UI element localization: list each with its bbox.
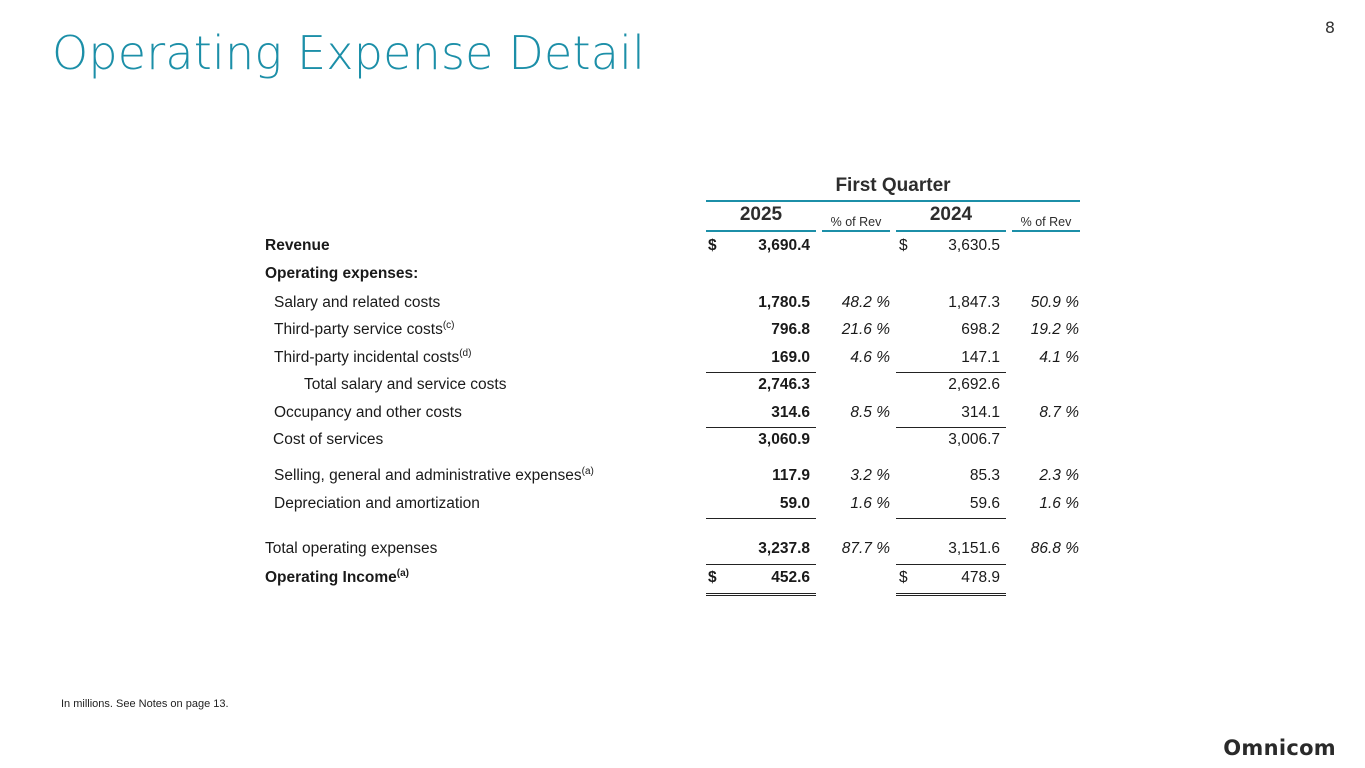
footnote-ref: (a)	[396, 568, 410, 579]
pct-2025: 87.7 %	[841, 540, 890, 557]
col-header-2024: 2024	[896, 204, 1006, 232]
currency-symbol: $	[899, 569, 908, 586]
row-label: Cost of services	[273, 431, 384, 448]
value-2024: 1,847.3	[948, 294, 1000, 311]
omnicom-logo: Omnicom	[1223, 736, 1336, 760]
row-label: Total operating expenses	[265, 540, 438, 557]
currency-symbol: $	[708, 569, 717, 586]
table-row-total-opex	[0, 537, 1365, 561]
row-label: Operating Income	[265, 569, 397, 586]
row-label-wrap	[274, 318, 455, 344]
slide-title: Operating Expense Detail	[52, 26, 646, 80]
pct-2025: 8.5 %	[850, 404, 890, 421]
value-2024: 3,151.6	[948, 540, 1000, 557]
pct-2025: 21.6 %	[841, 321, 890, 338]
currency-symbol: $	[899, 237, 908, 254]
pct-2025: 1.6 %	[850, 495, 890, 512]
pct-2025: 48.2 %	[841, 294, 890, 311]
col-header-2025: 2025	[706, 204, 816, 232]
footnote-ref: (c)	[442, 320, 455, 331]
value-2025: 3,060.9	[758, 431, 810, 448]
pct-2025: 3.2 %	[850, 467, 890, 484]
value-2025: 169.0	[771, 349, 810, 366]
value-2024: 59.6	[969, 495, 1000, 512]
col-header-pct-2024: % of Rev	[1012, 215, 1080, 232]
footnote: In millions. See Notes on page 13.	[61, 698, 229, 710]
row-label-wrap	[274, 346, 471, 372]
row-label-wrap	[274, 464, 594, 490]
value-2024: 314.1	[961, 404, 1000, 421]
value-2025: 796.8	[771, 321, 810, 338]
pct-2024: 8.7 %	[1039, 404, 1079, 421]
table-row-third-party-service	[0, 318, 1365, 342]
row-label: Occupancy and other costs	[274, 404, 462, 421]
value-2025: 3,690.4	[758, 237, 810, 254]
value-2025: 1,780.5	[758, 294, 810, 311]
value-2024: 3,630.5	[948, 237, 1000, 254]
footnote-ref: (a)	[581, 466, 594, 477]
pct-2024: 1.6 %	[1039, 495, 1079, 512]
value-2024: 2,692.6	[948, 376, 1000, 393]
value-2024: 478.9	[961, 569, 1000, 586]
row-label: Third-party service costs	[274, 321, 443, 338]
table-row-salary	[0, 291, 1365, 315]
row-label-wrap	[265, 566, 409, 592]
total-rule-2025	[706, 564, 816, 565]
col-header-pct-2025: % of Rev	[822, 215, 890, 232]
pct-2024: 86.8 %	[1030, 540, 1079, 557]
table-row-sga	[0, 464, 1365, 488]
row-label: Selling, general and administrative expenses	[274, 467, 582, 484]
row-label: Total salary and service costs	[304, 376, 507, 393]
total-rule-2024	[896, 564, 1006, 565]
double-rule-2024	[896, 593, 1006, 599]
pct-2024: 2.3 %	[1039, 467, 1079, 484]
table-row-occupancy	[0, 401, 1365, 425]
table-row-total-salary-service	[0, 373, 1365, 397]
row-label: Salary and related costs	[274, 294, 441, 311]
value-2025: 3,237.8	[758, 540, 810, 557]
row-label: Depreciation and amortization	[274, 495, 480, 512]
value-2025: 117.9	[772, 467, 810, 484]
page-number: 8	[1324, 18, 1335, 37]
currency-symbol: $	[708, 237, 717, 254]
subtotal-rule-2025	[706, 518, 816, 519]
pct-2024: 19.2 %	[1030, 321, 1079, 338]
value-2025: 2,746.3	[758, 376, 810, 393]
pct-2024: 4.1 %	[1039, 349, 1079, 366]
value-2024: 147.1	[961, 349, 1000, 366]
row-label: Third-party incidental costs	[274, 349, 460, 366]
value-2024: 3,006.7	[948, 431, 1000, 448]
table-row-cost-of-services	[0, 428, 1365, 452]
value-2024: 85.3	[969, 467, 1000, 484]
row-label: Revenue	[265, 237, 330, 254]
double-rule-2025	[706, 593, 816, 599]
group-header-first-quarter: First Quarter	[706, 175, 1080, 202]
subtotal-rule-2024	[896, 518, 1006, 519]
table-row-third-party-incidental	[0, 346, 1365, 370]
footnote-ref: (d)	[459, 348, 472, 359]
value-2025: 452.6	[771, 569, 810, 586]
pct-2025: 4.6 %	[850, 349, 890, 366]
table-row-depreciation	[0, 492, 1365, 516]
value-2025: 314.6	[771, 404, 810, 421]
table-row-opex-header	[0, 262, 1365, 286]
table-row-operating-income	[0, 566, 1365, 590]
value-2024: 698.2	[961, 321, 1000, 338]
value-2025: 59.0	[779, 495, 810, 512]
table-row-revenue	[0, 234, 1365, 258]
row-label: Operating expenses:	[265, 265, 419, 282]
pct-2024: 50.9 %	[1030, 294, 1079, 311]
